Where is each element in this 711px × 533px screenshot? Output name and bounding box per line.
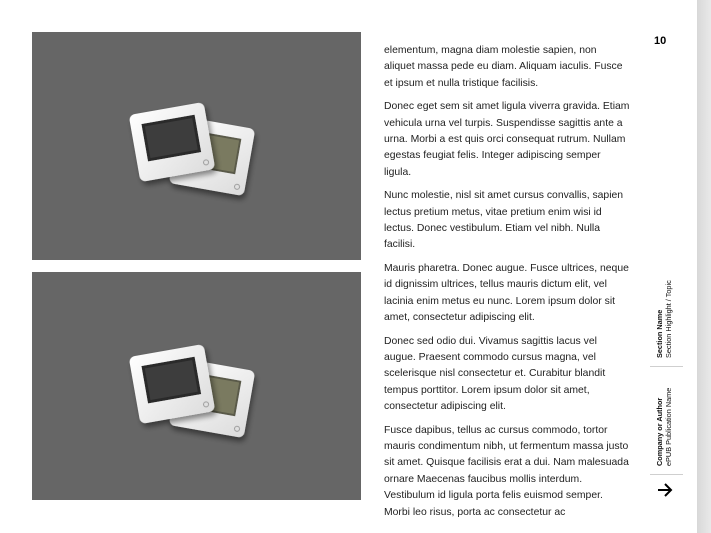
page-edge bbox=[697, 0, 711, 533]
paragraph: Fusce dapibus, tellus ac cursus commodo, tortor mauris condimentum nibh, ut fermentum massa justo sit amet. Quisque facilisis erat a dui. Nam malesuada ornare Maecenas faucibus mollis interdum. Vestibulum id ligula porta felis euismod semper. Morbi leo risus, porta ac consectetur ac bbox=[384, 424, 629, 518]
sidebar-divider bbox=[650, 474, 683, 475]
photo-slides-illustration bbox=[32, 32, 361, 260]
paragraph: Donec eget sem sit amet ligula viverra gravida. Etiam vehicula urna vel turpis. Suspendisse sagittis ante a urna. Morbi a est quis orci consequat rutrum. Nullam egestas feugiat felis. Integer adipiscing semper ligula. bbox=[384, 101, 630, 178]
section-name: Section Name bbox=[655, 309, 664, 358]
paragraph: Donec sed odio dui. Vivamus sagittis lacus vel augue. Praesent commodo cursus magna, vel scelerisque nisl consectetur et. Curabitur blandit tempus porttitor. Lorem ipsum dolor sit amet, consectetur adipiscing elit. bbox=[384, 335, 606, 413]
arrow-right-icon[interactable] bbox=[656, 481, 674, 499]
section-topic: Section Highlight / Topic bbox=[663, 280, 673, 358]
sidebar-divider bbox=[650, 366, 683, 367]
company-name: Company or Author bbox=[655, 397, 664, 466]
paragraph: Nunc molestie, nisl sit amet cursus convallis, sapien lectus pretium metus, vitae pretium enim wisi id lectus. Donec vestibulum. Etiam vel nibh. Nulla facilisi. bbox=[384, 190, 624, 251]
publication-name: ePUB Publication Name bbox=[663, 387, 673, 466]
paragraph: Mauris pharetra. Donec augue. Fusce ultrices, neque id dignissim ultrices, tellus mauris dictum elit, vel lacinia enim metus eu nunc. Lorem ipsum dolor sit amet, consectetur adipiscing elit. bbox=[384, 262, 629, 324]
page-number: 10 bbox=[654, 35, 667, 47]
photo-slides-illustration bbox=[32, 272, 361, 500]
slides-photo-top bbox=[32, 32, 361, 260]
slides-photo-bottom bbox=[32, 272, 361, 500]
publication-label-group bbox=[656, 388, 673, 466]
body-text-column bbox=[384, 43, 630, 528]
paragraph: elementum, magna diam molestie sapien, non aliquet massa pede eu diam. Aliquam iaculis. Fusce et ipsum et nulla tristique facilisis. bbox=[384, 45, 623, 89]
section-label-group bbox=[656, 280, 673, 358]
